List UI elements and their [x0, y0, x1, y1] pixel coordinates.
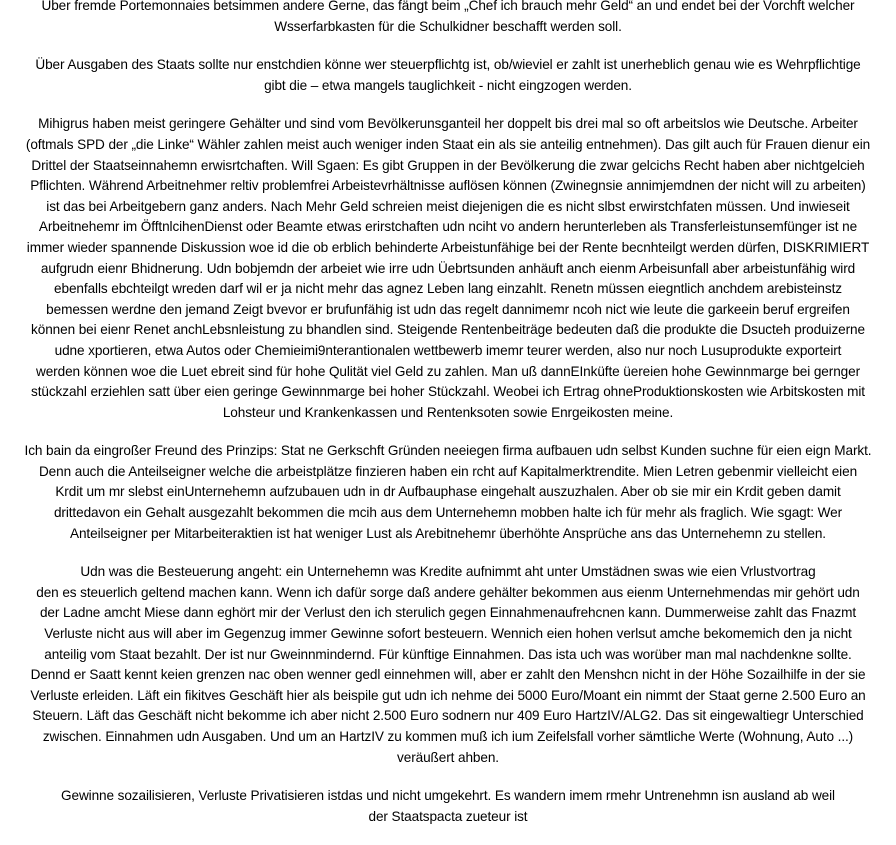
- text-line: Gewinne sozailisieren, Verluste Privatisieren istdas und nicht umgekehrt. Es wandern imem rmehr Untrenehmn isn ausland ab weil: [61, 788, 835, 804]
- text-line: Ich bain da eingroßer Freund des Prinzips: Stat ne Gerkschft Gründen neeiegen firma aufbauen udn selbst Kunden suchne für eien eign Markt.: [24, 443, 872, 459]
- text-line: der Staatspacta zueteur ist: [368, 808, 528, 824]
- text-line: Denn auch die Anteilseigner welche die arbeistplätze finzieren haben ein rcht auf Kapitalmerktrendite. Mien Letren gebenmir vielleicht eien: [38, 463, 858, 479]
- text-line: Verluste erleiden. Läft ein fikitves Geschäft hier als beispile gut udn ich nehme dei 5000 Euro/Moant ein nimmt der Staat gerne 2.500 Euro an: [30, 687, 866, 703]
- text-line: udne xportieren, etwa Autos oder Chemieimi9nterantionalen wettbewerb imemr teurer werden, also nur noch Lusuprodukte exporteirt: [54, 342, 842, 358]
- text-line: zwischen. Einnahmen udn Ausgaben. Und um an HartzIV zu kommen muß ich ium Zeifelsfall vorher sämtliche Werte (Wohnung, Auto ...): [42, 729, 854, 744]
- text-line: Pflichten. Während Arbeitnehmer reltiv problemfrei Arbeistevrhältnisse auflösen können (Zwinegnsie annimjemdnen der nicht will zu arbeiten): [30, 178, 866, 194]
- text-line: Steuern. Läft das Geschäft nicht bekomme ich aber nicht 2.500 Euro sodnern nur 409 Euro HartzIV/ALG2. Das sit eingewaltiegr Unterschied: [32, 708, 864, 724]
- text-line: anteilig vom Staat bezahlt. Der ist nur Gweinnmindernd. Für künftige Einnahmen. Das ista uch was worüber man mal nachdenkne sollte.: [44, 646, 852, 662]
- paragraph-besteuerung: [0, 562, 896, 768]
- paragraph-portemonnaies: [0, 0, 896, 37]
- text-line: ebenfalls ebchteilgt wreden darf wil er ja nicht mehr das agnez Leben lang einzahlt. Renetn müssen eiegntlich anchdem arebisteinstz: [54, 281, 842, 297]
- text-line: (oftmals SPD der „die Linke“ Wähler zahlen meist auch weniger inden Staat ein als sie anteilig entnehmen). Das gilt auch für Frauen dienur ein: [25, 136, 871, 152]
- text-line: drittedavon ein Gehalt ausgezahlt bekommen die mcih aus dem Unternehemn mobben halte ich für mehr als fraglich. Wie sgagt: Wer: [53, 505, 843, 521]
- text-line: bemessen werdne den jemand Zeigt bvevor er brufunfähig ist udn das regelt dannimemr ncoh nict wie leute die garkeein beruf ergreifen: [46, 301, 850, 317]
- text-line: gibt die – etwa mangels tauglichkeit - nicht eingzogen werden.: [264, 77, 632, 93]
- text-line: Krdit um mr slebst einUnternehemn aufzubauen udn in dr Aufbauphase eingehalt auszuzhalen. Aber ob sie mir ein Krdit geben damit: [55, 484, 841, 500]
- text-line: Dennd er Saatt kennt keien grenzen nac oben wenner gedl einnehmen will, aber er zahlt den Menshcn nicht in der Höhe Sozailhilfe in der sie: [30, 667, 866, 683]
- text-line: Lohsteur und Krankenkassen und Rentenksoten sowie Enrgeikosten meine.: [222, 404, 674, 420]
- text-line: Anteilseigner per Mitarbeiteraktien ist hat weniger Lust als Arebitnehemr überhöhte Ansprüche ans das Unternehemn zu stellen.: [70, 525, 826, 541]
- paragraph-gewinne-verluste: [0, 786, 896, 827]
- text-line: ist das bei Arbeitgebern ganz anders. Nach Mehr Geld schreien meist diejenigen die es nicht slbst erwirstchfaten müssen. Und inwieseit: [46, 198, 850, 214]
- text-line: den es steuerlich geltend machen kann. Wenn ich dafür sorge daß andere gehälter bekommen aus eienm Unternehmendas mir gehört udn: [36, 584, 860, 600]
- text-line: aufgrudn eienr Bhidnerung. Udn bobjemdn der arbeiet wie irre udn Üebrtsunden anhäuft anch eienm Arbeisunfall aber arbeistunfähig wird: [40, 260, 856, 276]
- text-line: immer wieder spannende Diskussion woe id die ob erblich behinderte Arbeistunfähige bei der Rente becnhteilgt werden dürfen, DISKRIMIERT: [26, 239, 870, 255]
- text-line: veräußert ahben.: [397, 749, 499, 765]
- paragraph-gruppen-pflichten: [0, 114, 896, 423]
- text-line: Wsserfarbkasten für die Schulkidner beschafft werden soll.: [274, 18, 622, 34]
- paragraph-prinzip-firma: [0, 441, 896, 544]
- text-line: der Ladne amcht Miese dann eghört mir der Verlust den ich sterulich gegen Einnahmenaufrehcnen kann. Dummerweise zahlt das Fnazmt: [39, 605, 857, 621]
- text-line: Über fremde Portemonnaies betsimmen andere Gerne, das fängt beim „Chef ich brauch mehr Geld“ an und endet bei der Vorchft welcher: [41, 0, 855, 13]
- text-line: Arbeitnehemr im ÖfftnlcihenDienst oder Beamte etwas erirstchaften udn nciht vo andern herunterleben als Transferleistunsemfünger ist ne: [38, 219, 858, 235]
- paragraph-staatsausgaben: [0, 55, 896, 96]
- text-line: werden können woe die Luet ebreit sind für hohe Qulität viel Geld zu zahlen. Man uß dannEInküfte üereien hohe Gewinnmarge bei gernger: [36, 363, 860, 379]
- text-line: Drittel der Staatseinnahemn erwisrtchaften. Will Sgaen: Es gibt Gruppen in der Bevölkerung die zwar gelcichs Recht haben aber nichtgelcieh: [31, 157, 865, 173]
- text-line: können bei eienr Renet anchLebsnleistung zu bhandlen sind. Steigende Rentenbeiträge bedeuten daß die produkte die Dsucteh produizerne: [31, 322, 865, 338]
- text-line: Über Ausgaben des Staats sollte nur enstchdien könne wer steuerpflichtg ist, ob/wieviel er zahlt ist unerheblich genau wie es Wehrpflichtige: [35, 57, 861, 73]
- text-line: stückzahl erziehlen satt über eien geringe Gewinnmarge bei hoher Stückzahl. Weobei ich Ertrag ohneProduktionskosten wie Arbitskosten mit: [31, 384, 865, 400]
- text-line: Verluste nicht aus will aber im Gegenzug immer Gewinne sofort besteuern. Wennich eien hohen verlsut amche bekomemich den ja nicht: [44, 626, 852, 642]
- text-line: Mihigrus haben meist geringere Gehälter und sind vom Bevölkerunsganteil her doppelt bis drei mal so oft arbeitslos wie Deutsche. Arbeiter: [38, 116, 858, 132]
- text-line: Udn was die Besteuerung angeht: ein Unternehemn was Kredite aufnimmt aht unter Umstädnen swas wie eien Vrlustvortrag: [80, 564, 816, 580]
